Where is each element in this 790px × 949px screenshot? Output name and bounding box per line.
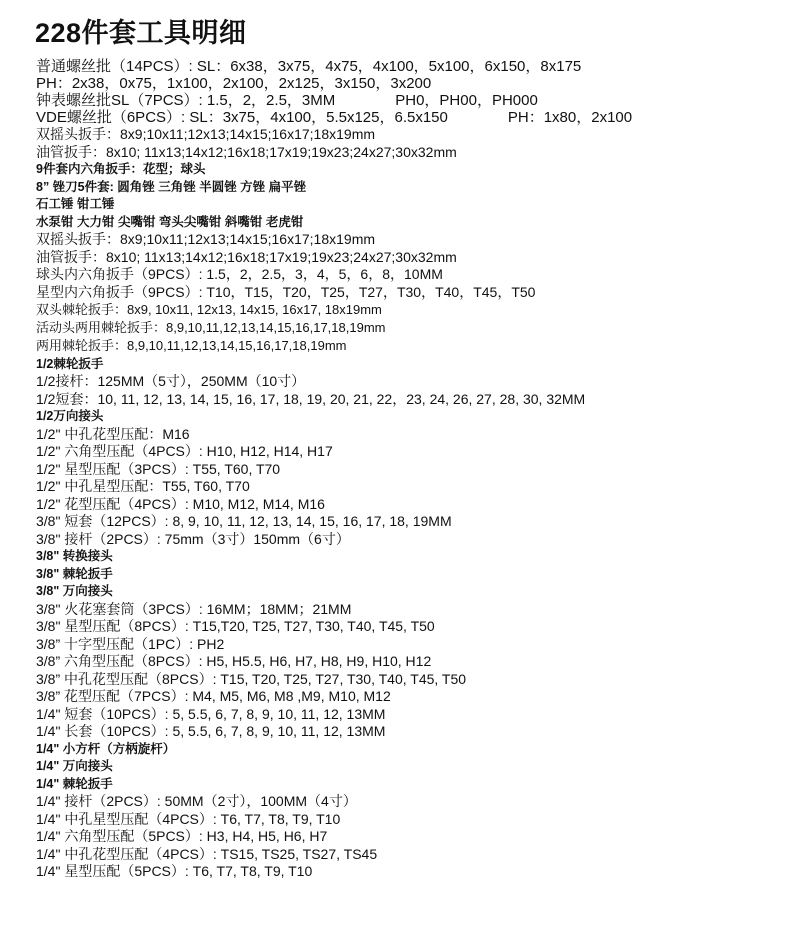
list-item-extra-text: PH0，PH00，PH000 <box>395 92 538 109</box>
list-item <box>36 776 786 794</box>
list-item-text: 双头棘轮扳手：8x9, 10x11, 12x13, 14x15, 16x17, 18x19mm <box>36 302 382 317</box>
list-item <box>36 513 786 531</box>
list-item <box>36 75 786 92</box>
list-item <box>36 461 786 479</box>
list-item-text: 1/2短套：10, 11, 12, 13, 14, 15, 16, 17, 18, 19, 20, 21, 22，23, 24, 26, 27, 28, 30, 32MM <box>36 390 586 407</box>
list-item <box>36 231 786 249</box>
list-item-text: 3/8" 火花塞套筒（3PCS）: 16MM；18MM；21MM <box>36 600 352 617</box>
list-item <box>36 356 786 374</box>
list-item-text: 3/8" 万向接头 <box>36 584 113 599</box>
list-item <box>36 478 786 496</box>
list-item-text: 球头内六角扳手（9PCS）: 1.5，2，2.5，3，4，5，6，8，10MM <box>36 266 443 282</box>
list-item-text: 1/4" 棘轮扳手 <box>36 776 113 791</box>
list-item <box>36 793 786 811</box>
list-item-text: 1/2" 中孔花型压配：M16 <box>36 425 190 442</box>
list-item-text: 油管扳手：8x10; 11x13;14x12;16x18;17x19;19x23;24x27;30x32mm <box>36 248 457 265</box>
list-item-text: 钟表螺丝批SL（7PCS）: 1.5，2，2.5，3MM <box>36 92 336 109</box>
list-item <box>36 179 786 197</box>
list-item <box>36 758 786 776</box>
list-item <box>36 828 786 846</box>
list-item-text: VDE螺丝批（6PCS）: SL：3x75，4x100，5.5x125，6.5x150 <box>36 109 448 126</box>
list-item <box>36 284 786 302</box>
list-item-text: 1/4" 接杆（2PCS）: 50MM（2寸），100MM（4寸） <box>36 793 357 810</box>
list-item-text: 8” 锉刀5件套: 圆角锉 三角锉 半圆锉 方锉 扁平锉 <box>36 179 307 194</box>
list-item <box>36 846 786 864</box>
list-item-text: 普通螺丝批（14PCS）: SL：6x38，3x75，4x75，4x100，5x100，6x150，8x175 <box>36 58 582 75</box>
list-item-text: 1/2接杆：125MM（5寸），250MM（10寸） <box>36 373 306 390</box>
list-item-text: 3/8” 十字型压配（1PC）: PH2 <box>36 635 225 652</box>
list-item-text: 1/2" 星型压配（3PCS）: T55, T60, T70 <box>36 460 281 477</box>
list-item-text: 3/8" 短套（12PCS）: 8, 9, 10, 11, 12, 13, 14, 15, 16, 17, 18, 19MM <box>36 513 452 530</box>
list-item <box>36 266 786 284</box>
list-item <box>36 496 786 514</box>
list-item <box>36 566 786 584</box>
list-item-text: 1/4" 小方杆（方柄旋杆） <box>36 741 176 756</box>
list-item <box>36 723 786 741</box>
list-item <box>36 618 786 636</box>
list-item-extra-text: PH：1x80，2x100 <box>507 109 633 126</box>
tool-list <box>36 58 786 881</box>
list-item <box>36 92 786 109</box>
list-item <box>36 601 786 619</box>
list-item <box>36 144 786 162</box>
list-item <box>36 161 786 179</box>
list-item-text: 1/4" 中孔花型压配（4PCS）: TS15, TS25, TS27, TS45 <box>36 845 378 862</box>
list-item <box>36 688 786 706</box>
list-item <box>36 319 786 337</box>
list-item-text: 1/2" 六角型压配（4PCS）: H10, H12, H14, H17 <box>36 443 333 460</box>
list-item-text: 1/2" 中孔星型压配：T55, T60, T70 <box>36 478 250 495</box>
list-item-text: 星型内六角扳手（9PCS）: T10，T15，T20，T25，T27，T30，T40，T45，T50 <box>36 283 536 300</box>
list-item-text: 油管扳手：8x10; 11x13;14x12;16x18;17x19;19x23;24x27;30x32mm <box>36 143 457 160</box>
list-item-text: 石工锤 钳工锤 <box>36 197 115 211</box>
list-item-text: 3/8” 六角型压配（8PCS）: H5, H5.5, H6, H7, H8, H9, H10, H12 <box>36 653 432 670</box>
list-item-text: 1/4" 六角型压配（5PCS）: H3, H4, H5, H6, H7 <box>36 828 328 845</box>
list-item <box>36 671 786 689</box>
list-item-text: 3/8" 转换接头 <box>36 549 113 564</box>
list-item-text: 1/2万向接头 <box>36 409 104 424</box>
list-item-text: 9件套内六角扳手：花型；球头 <box>36 162 206 176</box>
list-item-text: 1/2棘轮扳手 <box>36 356 104 371</box>
list-item <box>36 548 786 566</box>
list-item <box>36 249 786 267</box>
list-item-text: 1/2" 花型压配（4PCS）: M10, M12, M14, M16 <box>36 495 325 512</box>
list-item <box>36 443 786 461</box>
list-item <box>36 214 786 232</box>
list-item <box>36 653 786 671</box>
list-item <box>36 126 786 144</box>
list-item <box>36 301 786 319</box>
list-item-text: 3/8" 棘轮扳手 <box>36 566 113 581</box>
list-item-text: 两用棘轮扳手：8,9,10,11,12,13,14,15,16,17,18,19mm <box>36 338 347 354</box>
list-item <box>36 741 786 759</box>
list-item <box>36 337 786 355</box>
list-item <box>36 109 786 126</box>
list-item-text: 1/4" 长套（10PCS）: 5, 5.5, 6, 7, 8, 9, 10, 11, 12, 13MM <box>36 723 386 740</box>
list-item-text: 活动头两用棘轮扳手：8,9,10,11,12,13,14,15,16,17,18,19mm <box>36 320 386 336</box>
list-item-text: 1/4" 星型压配（5PCS）: T6, T7, T8, T9, T10 <box>36 863 313 880</box>
list-item <box>36 706 786 724</box>
list-item-text: 3/8” 中孔花型压配（8PCS）: T15, T20, T25, T27, T30, T40, T45, T50 <box>36 670 467 687</box>
list-item-text: PH：2x38，0x75，1x100，2x100，2x125，3x150，3x200 <box>36 75 432 92</box>
list-item-text: 3/8" 星型压配（8PCS）: T15,T20, T25, T27, T30, T40, T45, T50 <box>36 618 435 635</box>
list-item-text: 水泵钳 大力钳 尖嘴钳 弯头尖嘴钳 斜嘴钳 老虎钳 <box>36 214 304 229</box>
list-item <box>36 531 786 549</box>
list-item <box>36 58 786 75</box>
list-item-text: 3/8" 接杆（2PCS）: 75mm（3寸）150mm（6寸） <box>36 530 350 547</box>
list-item-text: 1/4" 中孔星型压配（4PCS）: T6, T7, T8, T9, T10 <box>36 810 341 827</box>
list-item-text: 3/8” 花型压配（7PCS）: M4, M5, M6, M8 ,M9, M10, M12 <box>36 688 391 705</box>
list-item-text: 双摇头扳手：8x9;10x11;12x13;14x15;16x17;18x19mm <box>36 231 376 247</box>
list-item-text: 双摇头扳手：8x9;10x11;12x13;14x15;16x17;18x19mm <box>36 126 376 142</box>
page-title: 228件套工具明细 <box>35 18 247 48</box>
list-item <box>36 583 786 601</box>
list-item <box>36 426 786 444</box>
list-item <box>36 196 786 214</box>
list-item <box>36 811 786 829</box>
list-item <box>36 373 786 391</box>
list-item <box>36 408 786 426</box>
list-item <box>36 863 786 881</box>
list-item-text: 1/4" 万向接头 <box>36 759 113 774</box>
list-item-text: 1/4" 短套（10PCS）: 5, 5.5, 6, 7, 8, 9, 10, 11, 12, 13MM <box>36 705 386 722</box>
list-item <box>36 636 786 654</box>
list-item <box>36 391 786 409</box>
